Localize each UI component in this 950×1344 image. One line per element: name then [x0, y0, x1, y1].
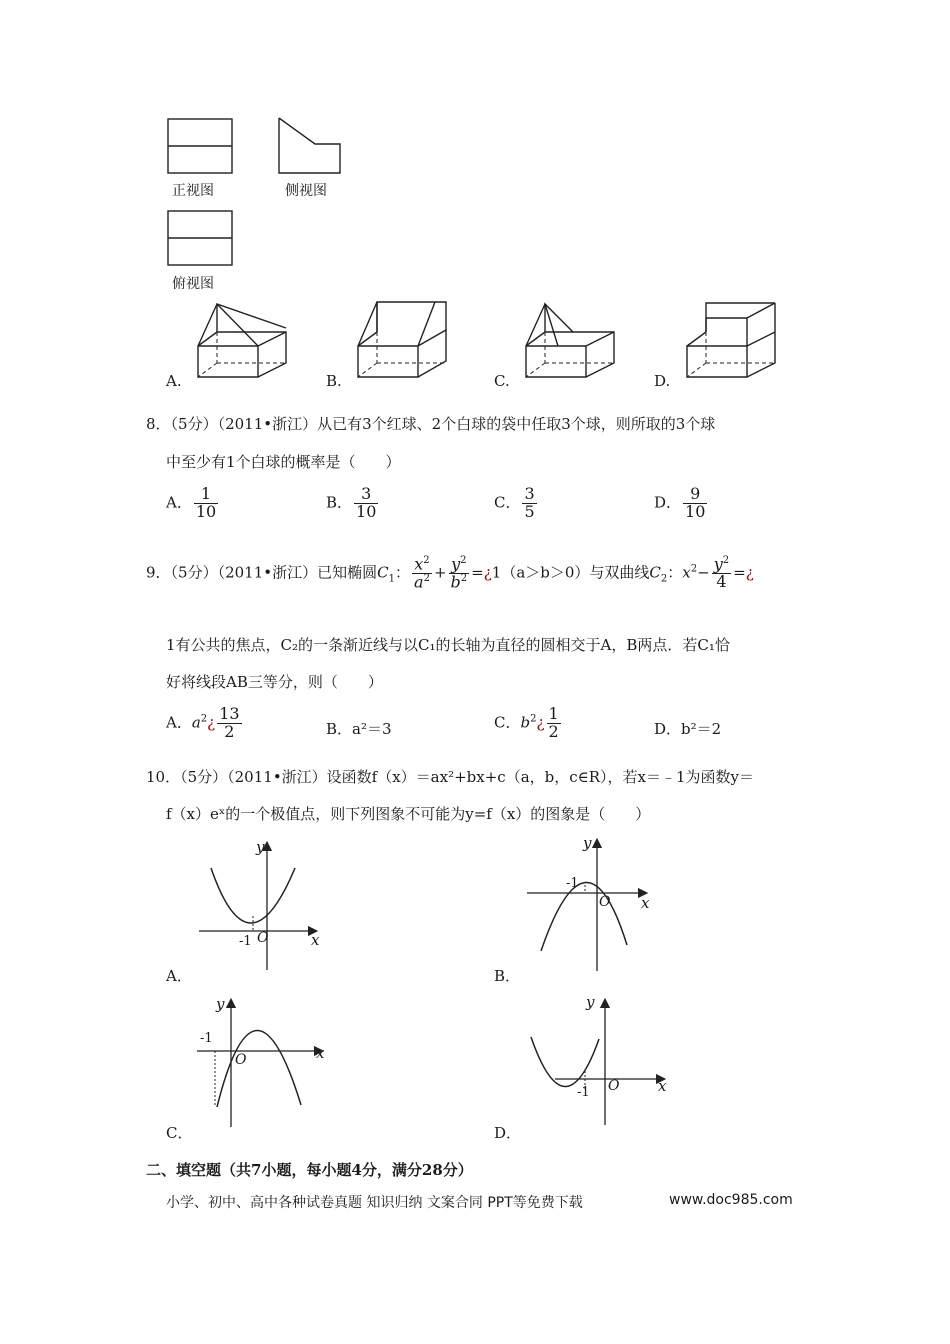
q9-minus: − [697, 563, 710, 582]
q8-stem-1: 从已有3个红球、2个白球的袋中任取3个球，则所取的3个球 [317, 415, 716, 433]
q9-source: （2011•浙江） [217, 563, 318, 582]
q10-option-c[interactable]: C． [166, 1124, 193, 1142]
graph-option-c [195, 995, 335, 1130]
q9-cond: （a＞b＞0）与双曲线 [501, 563, 650, 582]
q8-d-num: 9 [683, 486, 707, 504]
q9-score: （5分） [170, 563, 218, 582]
q10-score: （5分） [180, 768, 228, 786]
section-2-heading: 二、填空题（共7小题，每小题4分，满分28分） [146, 1161, 473, 1179]
q9-line1 [146, 556, 754, 591]
graph-a-o: O [257, 930, 269, 946]
graph-option-d [525, 995, 670, 1130]
solid-option-c [523, 300, 623, 382]
graph-a-y: y [256, 838, 265, 856]
q9-a-num: 13 [219, 704, 240, 723]
q8-option-d[interactable] [654, 486, 709, 521]
q9-option-d[interactable] [654, 718, 721, 739]
q9-stem-2: 1有公共的焦点，C₂的一条渐近线与以C₁的长轴为直径的圆相交于A，B两点．若C₁恰 [166, 636, 730, 654]
q9-plus: + [433, 563, 447, 582]
graph-c-y: y [216, 995, 225, 1013]
q8-option-b-label: B． [326, 493, 353, 512]
q9-colon-1: ： [395, 563, 411, 582]
q10-option-b[interactable]: B． [494, 967, 521, 985]
q8-option-a[interactable] [166, 486, 220, 521]
q9-b: b [450, 572, 461, 592]
q9-option-c[interactable] [494, 706, 563, 741]
q7-option-d[interactable]: D. [654, 372, 671, 390]
side-view-figure [277, 116, 343, 176]
side-view-label: 侧视图 [285, 183, 327, 199]
q7-option-a[interactable]: A. [166, 372, 182, 390]
q9-c2: C [649, 563, 661, 582]
q9-a-var-sq: 2 [200, 713, 208, 725]
q8-option-c-label: C． [494, 493, 521, 512]
q8-a-den: 10 [195, 501, 217, 521]
q9-number: 9． [146, 563, 171, 582]
q8-source: （2011•浙江） [217, 415, 318, 433]
q8-score: （5分） [170, 415, 218, 433]
q9-x-sq: 2 [423, 555, 430, 566]
q7-option-b[interactable]: B. [326, 372, 342, 390]
graph-d-x: x [658, 1077, 667, 1095]
q8-option-a-label: A． [166, 493, 192, 512]
graph-b-y: y [583, 834, 592, 852]
q9-c-var-sq: 2 [530, 713, 537, 725]
q9-option-a[interactable] [166, 706, 244, 741]
q9-c-mark: ¿ [536, 713, 545, 732]
graph-b-o: O [599, 894, 611, 910]
q9-c1-sub: 1 [388, 573, 395, 585]
graph-c-x: x [316, 1044, 325, 1062]
q9-x: x [414, 554, 424, 574]
q10-option-a[interactable]: A． [166, 967, 192, 985]
q9-hyp-x: x [682, 563, 691, 582]
footer-link[interactable]: www.doc985.com [669, 1192, 793, 1208]
q9-mark-1: ¿ [483, 563, 492, 582]
q9-y: y [451, 554, 461, 574]
front-view-label: 正视图 [172, 183, 214, 199]
q8-b-den: 10 [356, 501, 377, 521]
q8-d-den: 10 [685, 501, 706, 521]
solid-option-d [684, 300, 784, 382]
graph-c-neg1: -1 [200, 1031, 213, 1046]
q8-b-num: 3 [354, 486, 378, 504]
q9-c-den: 2 [548, 721, 559, 741]
q10-option-d[interactable]: D． [494, 1124, 522, 1142]
q9-a-den: 2 [224, 721, 235, 741]
q9-hyp-y-sq: 2 [722, 555, 730, 567]
q9-c1: C [377, 563, 389, 582]
q9-option-b[interactable] [326, 718, 392, 739]
q9-eq-1: = [471, 563, 484, 582]
q7-option-c[interactable]: C. [494, 372, 510, 390]
q9-a-mark: ¿ [207, 713, 216, 732]
graph-a-x: x [311, 931, 320, 949]
q9-a-sq: 2 [423, 573, 430, 585]
front-view-figure [167, 118, 235, 176]
q8-a-num: 1 [194, 486, 218, 504]
graph-option-a [195, 838, 335, 973]
q8-line1 [146, 413, 715, 434]
q9-a-var: a [191, 713, 201, 732]
q9-hyp-y: y [713, 554, 723, 574]
q10-stem-2: f（x）eˣ的一个极值点，则下列图象不可能为y=f（x）的图象是（ ） [166, 805, 651, 823]
footer-text: 小学、初中、高中各种试卷真题 知识归纳 文案合同 PPT等免费下载 [166, 1195, 583, 1211]
q9-a: a [414, 572, 424, 592]
q9-one: 1 [491, 563, 502, 582]
top-view-figure [167, 210, 235, 268]
q9-b-label: B． [326, 720, 353, 738]
q9-b-text: a²＝3 [352, 720, 392, 738]
q9-stem-3: 好将线段AB三等分，则（ ） [166, 673, 383, 691]
q8-c-den: 5 [524, 501, 535, 521]
q9-c-label: C． [494, 713, 521, 732]
q9-a-label: A． [166, 713, 192, 732]
q10-number: 10． [146, 768, 181, 786]
graph-d-o: O [608, 1078, 620, 1094]
q9-b-sq: 2 [460, 573, 468, 585]
q8-stem-2: 中至少有1个白球的概率是（ ） [166, 453, 401, 471]
graph-b-x: x [641, 894, 650, 912]
graph-b-neg1: -1 [566, 876, 579, 891]
q10-source: （2011•浙江） [227, 768, 327, 786]
graph-c-o: O [235, 1052, 247, 1068]
graph-d-neg1: -1 [577, 1085, 590, 1100]
q9-colon-2: ： [667, 563, 683, 582]
q9-hyp-x-sq: 2 [690, 563, 698, 575]
q9-mark-2: ¿ [745, 563, 754, 582]
solid-option-b [355, 298, 455, 382]
q8-option-d-label: D． [654, 493, 682, 512]
q10-line1 [146, 766, 754, 787]
q9-y-sq: 2 [460, 555, 467, 566]
q10-stem-1: 设函数f（x）＝ax²+bx+c（a，b，c∈R），若x＝﹣1为函数y＝ [326, 768, 755, 786]
q8-option-c[interactable] [494, 486, 539, 521]
q9-d-text: b²＝2 [681, 720, 722, 738]
q9-c2-sub: 2 [660, 573, 668, 585]
graph-d-y: y [586, 993, 595, 1011]
q9-pre: 已知椭圆 [317, 563, 378, 582]
q9-c-num: 1 [548, 704, 559, 723]
q9-d-label: D． [654, 720, 682, 738]
q9-eq-2: = [733, 563, 746, 582]
q9-four: 4 [716, 572, 727, 592]
q8-c-num: 3 [524, 484, 535, 503]
top-view-label: 俯视图 [172, 276, 214, 292]
q9-c-var: b [520, 713, 531, 732]
q8-option-b[interactable] [326, 486, 380, 521]
solid-option-a [195, 300, 295, 382]
q8-number: 8． [146, 415, 171, 433]
graph-a-neg1: -1 [239, 934, 252, 949]
